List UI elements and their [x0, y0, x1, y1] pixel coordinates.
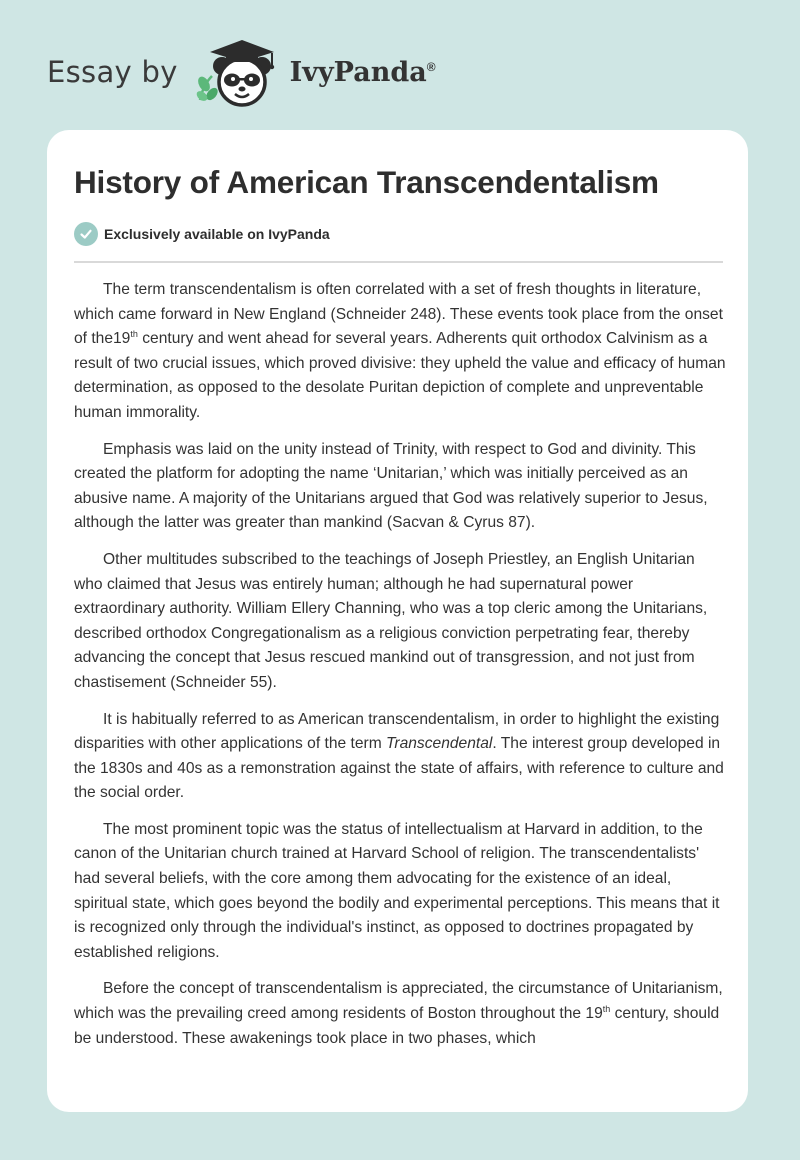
check-circle-icon [74, 222, 98, 246]
page-title: History of American Transcendentalism [74, 164, 659, 200]
paragraph: The term transcendentalism is often correlated with a set of fresh thoughts in literature, which came forward in New England (Schneider 248). These events took place from the onset of the19th century and went ahead for several years. Adherents quit orthodox Calvinism as a result of two crucial issues, which proved divisive: they upheld the value and efficacy of human determination, as opposed to the desolate Puritan depiction of complete and unpreventable human immorality. [74, 281, 726, 421]
brand-name: IvyPanda® [289, 56, 436, 88]
exclusive-label: Exclusively available on IvyPanda [104, 226, 330, 242]
brand-prefix: Essay by [47, 55, 178, 89]
paragraph: It is habitually referred to as American transcendentalism, in order to highlight the existing disparities with other applications of the term Transcendental. The interest group developed in the 1830s and 40s as a remonstration against the state of affairs, with reference to culture and the social order. [74, 710, 724, 802]
paragraph: Other multitudes subscribed to the teachings of Joseph Priestley, an English Unitarian who claimed that Jesus was entirely human; although he had supernatural power extraordinary authority. William Ellery Channing, who was a top cleric among the Unitarians, described orthodox Congregationalism as a religious conviction perpetrating fear, thereby advancing the concept that Jesus rescued mankind out of transgression, and not just from chastisement (Schneider 55). [74, 550, 708, 691]
panda-graduate-icon [192, 36, 284, 108]
paragraph: Emphasis was laid on the unity instead of Trinity, with respect to God and divinity. This created the platform for adopting the name ‘Unitarian,’ which was initially perceived as an abusive name. A majority of the Unitarians argued that God was relatively superior to Jesus, although the latter was greater than mankind (Sacvan & Cyrus 87). [74, 440, 708, 532]
paragraph: The most prominent topic was the status of intellectualism at Harvard in addition, to the canon of the Unitarian church trained at Harvard School of religion. The transcendentalists' had several beliefs, with the core among them advocating for the existence of an ideal, spiritual state, which goes beyond the bodily and experimental perceptions. This means that it is recognized only through the individual's instinct, as opposed to doctrines propagated by established religions. [74, 820, 720, 961]
registered-mark: ® [426, 59, 436, 74]
essay-body [74, 278, 726, 1063]
exclusive-badge [74, 222, 330, 246]
brand-header[interactable] [47, 36, 436, 108]
essay-card [47, 130, 748, 1112]
paragraph: Before the concept of transcendentalism is appreciated, the circumstance of Unitarianism, which was the prevailing creed among residents of Boston throughout the 19th century, should be understood. These awakenings took place in two phases, which [74, 980, 723, 1047]
divider [74, 261, 723, 263]
